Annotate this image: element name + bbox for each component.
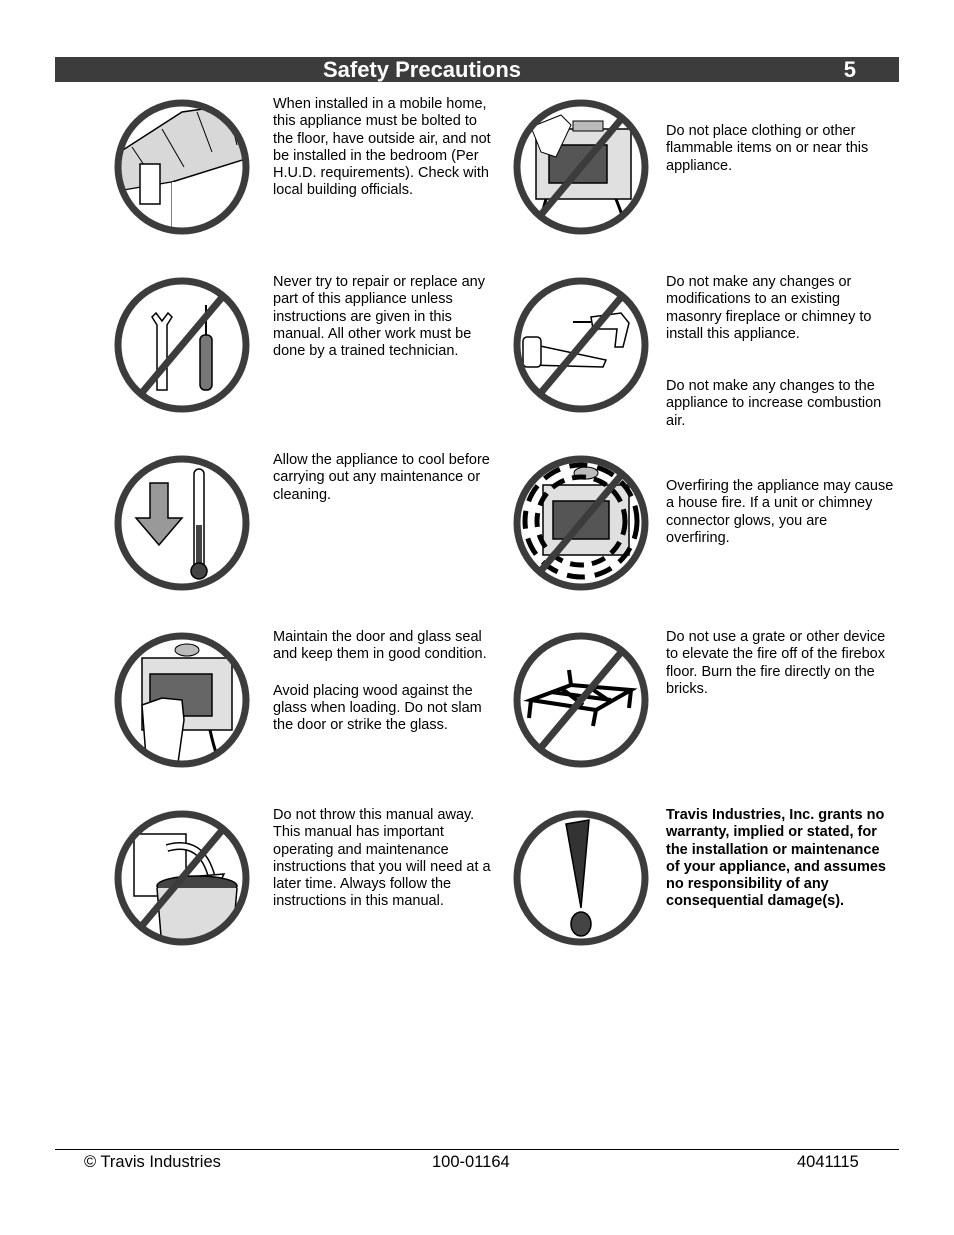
section-header-bar [55,57,899,82]
safety-item-text: Allow the appliance to cool before carrying out any maintenance or cleaning. [273,452,490,503]
footer-date-code: 4041115 [797,1153,859,1171]
footer-copyright: © Travis Industries [84,1153,221,1171]
exclamation-warning-icon [511,808,651,948]
safety-item-text: Maintain the door and glass seal and keep them in good condition. Avoid placing wood against the glass when loading. Do not slam the door or strike the glass. [273,629,487,734]
safety-item-text: When installed in a mobile home, this appliance must be bolted to the floor, have outside air, and not be installed in the bedroom (Per H.U.D. requirements). Check with local building officials. [273,96,491,199]
warranty-disclaimer: Travis Industries, Inc. grants no warranty, implied or stated, for the installation or maintenance of your appliance, and assumes no responsibility of any consequential damage(s). [666,807,886,910]
no-drill-saw-icon [511,275,651,415]
safety-item-text: Do not use a grate or other device to elevate the fire off of the firebox floor. Burn the fire directly on the bricks. [666,629,886,697]
footer-divider [55,1149,899,1150]
no-discard-manual-icon [112,808,252,948]
page-number: 5 [843,57,856,82]
maintain-door-seal-icon [112,630,252,770]
no-flammables-on-stove-icon [511,97,651,237]
footer-part-number: 100-01164 [432,1153,510,1171]
mobile-home-icon [112,97,252,237]
safety-item-text: Do not throw this manual away. This manual has important operating and maintenance instructions that you will need at a later time. Always follow the instructions in this manual. [273,807,491,910]
safety-item-text: Do not make any changes or modifications to an existing masonry fireplace or chimney to install this appliance. Do not make any changes to the appliance to increase combustion air. [666,274,882,429]
no-overfiring-icon [511,453,651,593]
safety-item-text: Never try to repair or replace any part of this appliance unless instructions are given in this manual. All other work must be done by a trained technician. [273,274,485,360]
no-grate-icon [511,630,651,770]
page-title: Safety Precautions [322,57,522,82]
no-tools-icon [112,275,252,415]
safety-item-text: Do not place clothing or other flammable items on or near this appliance. [666,123,869,174]
cool-down-thermometer-icon [112,453,252,593]
safety-item-text: Overfiring the appliance may cause a house fire. If a unit or chimney connector glows, you are overfiring. [666,478,894,546]
